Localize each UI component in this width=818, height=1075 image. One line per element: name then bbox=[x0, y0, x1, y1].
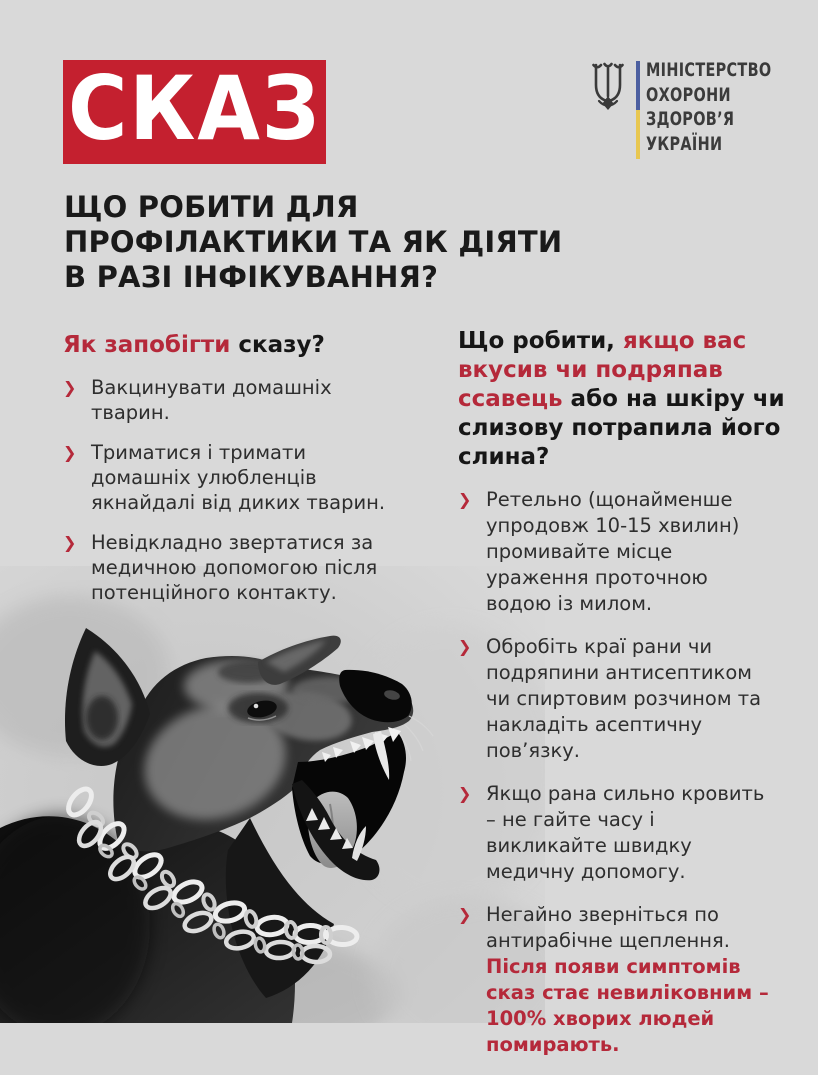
text-segment: Після появи симптомів сказ стає невиліковним – 100% хворих людей помирають. bbox=[486, 955, 769, 1056]
prevention-title bbox=[63, 331, 408, 360]
chevron-bullet-icon: ❯ bbox=[458, 637, 472, 656]
text-segment: або на шкіру чи слизову потрапила його слина? bbox=[458, 386, 785, 470]
text-line: ОХОРОНИ bbox=[646, 83, 731, 106]
text-segment: сказу? bbox=[238, 332, 325, 358]
ministry-logo bbox=[588, 58, 811, 159]
text-line: В РАЗІ ІНФІКУВАННЯ? bbox=[64, 260, 439, 294]
list-item bbox=[458, 634, 790, 764]
text-line: ЗДОРОВ’Я bbox=[646, 108, 735, 130]
rabies-banner bbox=[63, 57, 326, 164]
chevron-bullet-icon: ❯ bbox=[63, 533, 77, 552]
response-section bbox=[458, 327, 790, 1075]
list-item bbox=[458, 487, 790, 617]
flag-bar bbox=[636, 61, 640, 159]
text-segment: Що робити, bbox=[458, 328, 623, 354]
chevron-bullet-icon: ❯ bbox=[458, 784, 472, 803]
chevron-bullet-icon: ❯ bbox=[458, 905, 472, 924]
text-line: МІНІСТЕРСТВО bbox=[646, 59, 772, 81]
bullet-text bbox=[486, 781, 774, 885]
list-item bbox=[63, 440, 408, 515]
chevron-bullet-icon: ❯ bbox=[63, 443, 77, 462]
bullet-text bbox=[91, 530, 391, 605]
list-item bbox=[458, 902, 790, 1058]
text-segment: Негайно зверніться по антирабічне щеплення. bbox=[486, 903, 730, 952]
text-segment: Як запобігти bbox=[63, 332, 239, 358]
prevention-bullet-list bbox=[63, 375, 408, 605]
text-line: ЩО РОБИТИ ДЛЯ bbox=[64, 190, 359, 224]
text-segment: Якщо рана сильно кровить – не гайте часу і викликайте швидку медичну допомогу. bbox=[486, 782, 765, 883]
list-item bbox=[458, 781, 790, 885]
text-line: ПРОФІЛАКТИКИ ТА ЯК ДІЯТИ bbox=[64, 225, 563, 259]
text-segment: якщо вас вкусив чи подряпав ссавець bbox=[458, 328, 747, 412]
banner-title: СКАЗ bbox=[67, 57, 322, 160]
prevention-section bbox=[63, 331, 408, 620]
text-segment: Вакцинувати домашніх тварин. bbox=[91, 376, 332, 424]
bullet-text bbox=[91, 440, 391, 515]
text-segment: Невідкладно звертатися за медичною допомогою після потенційного контакту. bbox=[91, 531, 378, 604]
bullet-text bbox=[486, 902, 774, 1058]
text-segment: Триматися і тримати домашніх улюбленців якнайдалі від диких тварин. bbox=[91, 441, 386, 514]
page-title bbox=[64, 190, 664, 295]
text-segment: Ретельно (щонайменше упродовж 10-15 хвилин) промивайте місце ураження проточною водою із милом. bbox=[486, 488, 740, 615]
list-item bbox=[63, 375, 408, 425]
list-item bbox=[63, 530, 408, 605]
bullet-text bbox=[91, 375, 391, 425]
text-segment: Обробіть краї рани чи подряпини антисептиком чи спиртовим розчином та накладіть асептичну пов’язку. bbox=[486, 635, 762, 762]
chevron-bullet-icon: ❯ bbox=[63, 378, 77, 397]
chevron-bullet-icon: ❯ bbox=[458, 490, 472, 509]
response-bullet-list bbox=[458, 487, 790, 1058]
bullet-text bbox=[486, 487, 774, 617]
ministry-name bbox=[646, 58, 771, 156]
text-line: УКРАЇНИ bbox=[646, 132, 723, 155]
bullet-text bbox=[486, 634, 774, 764]
response-title bbox=[458, 327, 790, 472]
trident-icon bbox=[588, 60, 628, 112]
